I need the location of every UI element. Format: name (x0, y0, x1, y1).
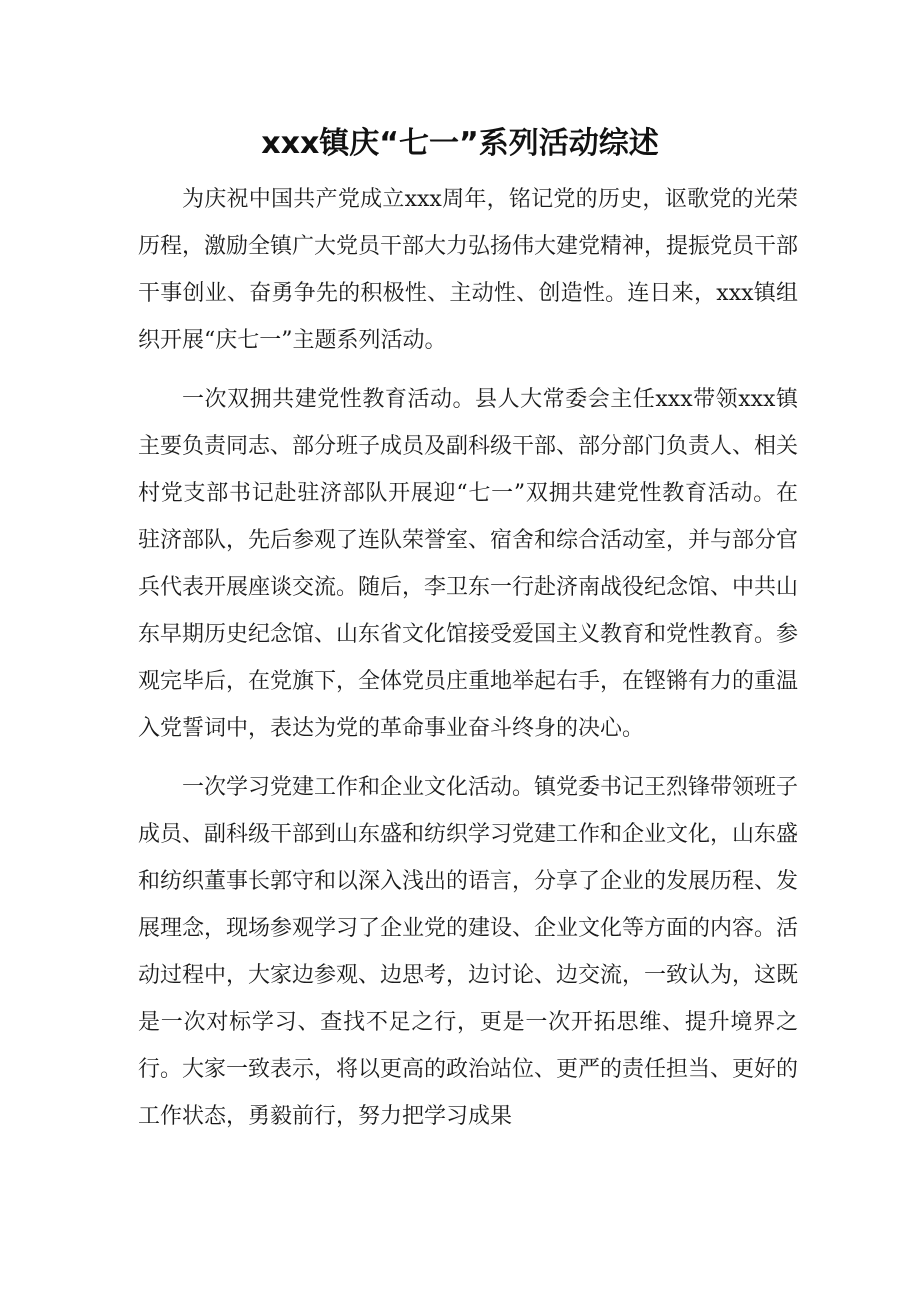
paragraph-enterprise-activity: 一次学习党建工作和企业文化活动。镇党委书记王烈锋带领班子成员、副科级干部到山东盛和纺织学习党建工作和企业文化，山东盛和纺织董事长郭守和以深入浅出的语言，分享了企业的发展历程、发展理念，现场参观学习了企业党的建设、企业文化等方面的内容。活动过程中，大家边参观、边思考，边讨论、边交流，一致认为，这既是一次对标学习、查找不足之行，更是一次开拓思维、提升境界之行。大家一致表示，将以更高的政治站位、更严的责任担当、更好的工作状态，勇毅前行，努力把学习成果 (138, 775, 799, 1129)
document-title: xxx镇庆“七一”系列活动综述 (261, 126, 659, 161)
paragraph-intro: 为庆祝中国共产党成立xxx周年，铭记党的历史，讴歌党的光荣历程，激励全镇广大党员干部大力弘扬伟大建党精神，提振党员干部干事创业、奋勇争先的积极性、主动性、创造性。连日来，xxx镇组织开展“庆七一”主题系列活动。 (138, 187, 799, 353)
paragraph-military-activity: 一次双拥共建党性教育活动。县人大常委会主任xxx带领xxx镇主要负责同志、部分班子成员及副科级干部、部分部门负责人、相关村党支部书记赴驻济部队开展迎“七一”双拥共建党性教育活动。在驻济部队，先后参观了连队荣誉室、宿舍和综合活动室，并与部分官兵代表开展座谈交流。随后，李卫东一行赴济南战役纪念馆、中共山东早期历史纪念馆、山东省文化馆接受爱国主义教育和党性教育。参观完毕后，在党旗下，全体党员庄重地举起右手，在铿锵有力的重温入党誓词中，表达为党的革命事业奋斗终身的决心。 (138, 387, 799, 741)
document-body (138, 176, 798, 1152)
